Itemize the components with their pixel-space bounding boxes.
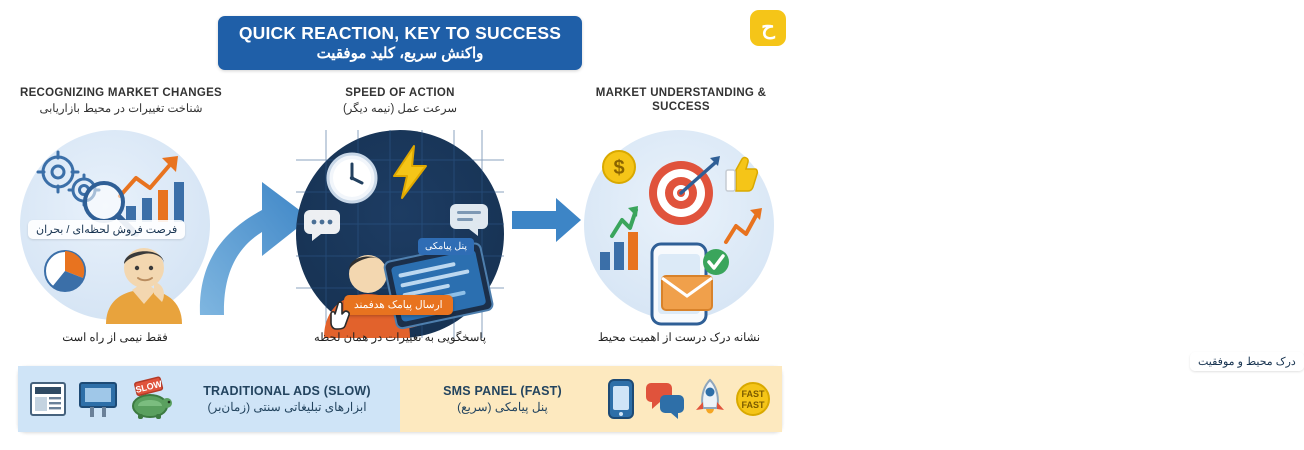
circle-speed-of-action [296, 130, 504, 338]
turtle-icon [126, 378, 174, 420]
hand-cursor-icon [330, 300, 356, 330]
sms-panel-section [400, 366, 782, 432]
traditional-ads-fa: ابزارهای تبلیغاتی سنتی (زمان‌بر) [207, 400, 367, 414]
phone-email-success-icon [644, 242, 736, 324]
heading-left-fa: شناخت تغییرات در محیط بازاریابی [39, 103, 203, 116]
svg-text:SLOW: SLOW [134, 378, 164, 395]
caption-left: فقط نیمی از راه است [62, 332, 168, 344]
send-sms-button[interactable]: ارسال پیامک هدفمند [344, 295, 453, 315]
column-heading-middle [285, 86, 515, 117]
tablet-panel-label: پنل پیامکی [418, 238, 474, 255]
sms-panel-en: SMS PANEL (FAST) [443, 384, 562, 398]
billboard-icon [77, 379, 119, 419]
column-heading-right [566, 86, 796, 117]
smartphone-icon [605, 378, 637, 420]
title-farsi: واکنش سریع، کلید موفقیت [316, 44, 484, 62]
traditional-ads-text [174, 384, 400, 414]
svg-text:$: $ [613, 157, 625, 179]
heading-middle-fa: سرعت عمل (نیمه دیگر) [342, 103, 458, 116]
caption-right: نشانه درک درست از اهمیت محیط [597, 332, 761, 344]
traditional-ads-icons [28, 378, 174, 420]
thinking-person-illustration [92, 242, 196, 324]
sms-panel-text [400, 384, 605, 414]
rocket-icon [693, 378, 727, 420]
target-bullseye-icon [640, 152, 722, 234]
heading-middle-en: SPEED OF ACTION [345, 87, 455, 99]
fast-badge-icon [734, 380, 772, 418]
chat-bubble-icon [644, 379, 686, 419]
dollar-coin-icon [600, 148, 638, 186]
title-english: QUICK REACTION, KEY TO SUCCESS [238, 22, 562, 43]
thumbs-up-icon [724, 156, 758, 192]
caption-middle: پاسخگویی به تغییرات در همان لحظه [313, 332, 487, 344]
sms-panel-fa: پنل پیامکی (سریع) [457, 400, 548, 414]
logo-glyph: ح [761, 15, 775, 39]
traditional-ads-en: TRADITIONAL ADS (SLOW) [203, 384, 371, 398]
pie-chart-icon [42, 248, 88, 294]
clock-icon [324, 150, 380, 206]
heading-right-en: MARKET UNDERSTANDING & SUCCESS [595, 87, 767, 114]
bar-chart-icon [598, 230, 642, 272]
column-heading-left [6, 86, 236, 117]
heading-left-en: RECOGNIZING MARKET CHANGES [19, 87, 223, 99]
newspaper-icon [28, 379, 70, 419]
lightning-bolt-icon [388, 144, 432, 200]
right-callout-pill: درک محیط و موفقیت [1190, 352, 1304, 371]
brand-logo [750, 10, 786, 46]
title-banner [218, 16, 582, 70]
sms-panel-icons [605, 378, 772, 420]
comparison-bar [18, 366, 782, 432]
svg-text:FAST: FAST [741, 389, 765, 399]
circle-market-changes [20, 130, 210, 320]
left-callout-pill: فرصت فروش لحظه‌ای / بحران [28, 220, 185, 239]
traditional-ads-section [18, 366, 400, 432]
svg-text:FAST: FAST [741, 400, 765, 410]
arrow-middle-to-right [512, 198, 582, 242]
